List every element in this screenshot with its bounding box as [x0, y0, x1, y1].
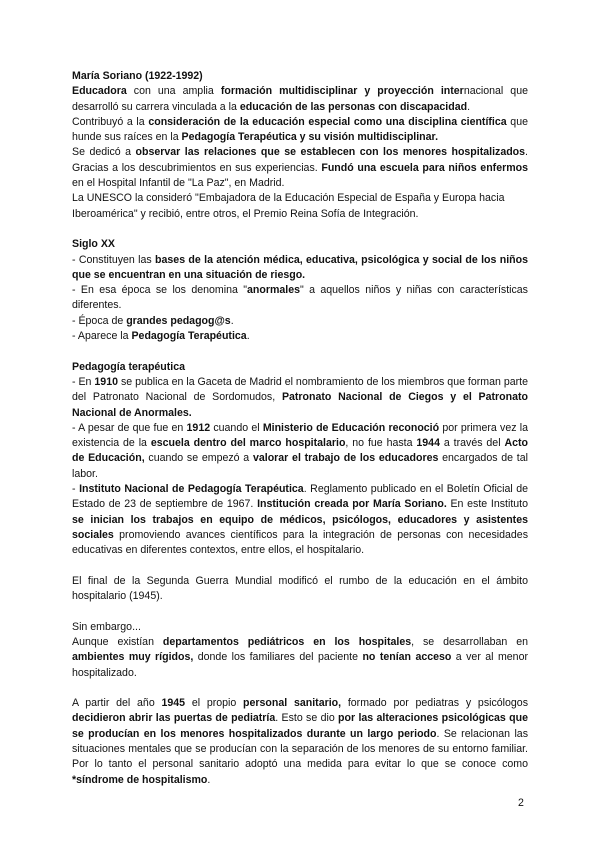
list-item-pedagogos: - Época de grandes pedagog@s.	[72, 314, 234, 327]
paragraph-educadora: Educadora con una amplia formación multidisciplinar y proyección internacional que desarrolló su carrera vinculada a la educación de las personas con discapacidad.	[72, 85, 528, 113]
paragraph-unesco: La UNESCO la consideró "Embajadora de la Educación Especial de España y Europa hacia Iberoamérica" y recibió, entre otros, el Premio Reina Sofía de Integración.	[72, 192, 505, 220]
section-title-pedagogia-terapeutica: Pedagogía terapéutica	[72, 360, 186, 373]
list-item-pedagogia: - Aparece la Pedagogía Terapéutica.	[72, 330, 250, 343]
section-title-siglo-xx: Siglo XX	[72, 238, 115, 251]
list-item-anormales: - En esa época se los denomina "anormales" a aquellos niños y niñas con características diferentes.	[72, 284, 528, 312]
page-number: 2	[518, 797, 524, 809]
paragraph-contribuyo: Contribuyó a la consideración de la educación especial como una disciplina científica que hunde sus raíces en la Pedagogía Terapéutica y su visión multidisciplinar.	[72, 115, 528, 144]
paragraph-aunque: Aunque existían departamentos pediátricos en los hospitales, se desarrollaban en ambientes muy rígidos, donde los familiares del paciente no tenían acceso a ver al menor hospitalizado.	[72, 635, 528, 679]
list-item-1912: - A pesar de que fue en 1912 cuando el Ministerio de Educación reconoció por primera vez la existencia de la escuela dentro del marco hospitalario, no fue hasta 1944 a través del Acto de Educación, cuando se empezó a valorar el trabajo de los educadores encargados de tal labor.	[72, 421, 529, 480]
paragraph-sin-embargo: Sin embargo...	[72, 620, 141, 633]
list-item-constituyen: - Constituyen las bases de la atención médica, educativa, psicológica y social de los niños que se encuentran en una situación de riesgo.	[72, 253, 529, 281]
document-page	[72, 69, 528, 788]
paragraph-segunda-guerra: El final de la Segunda Guerra Mundial modificó el rumbo de la educación en el ámbito hospitalario (1945).	[72, 574, 528, 603]
list-item-instituto: - Instituto Nacional de Pedagogía Terapéutica. Reglamento publicado en el Boletín Oficial de Estado de 23 de septiembre de 1967. Institución creada por María Soriano. En este Instituto se inician los trabajos en equipo de médicos, psicólogos, educadores y asistentes sociales promoviendo avances científicos para la integración de personas con necesidades educativas en diferentes contextos, entre ellos, el hospitalario.	[72, 483, 528, 557]
paragraph-se-dedico: Se dedicó a observar las relaciones que se establecen con los menores hospitalizados. Gracias a los descubrimientos en sus experiencias. Fundó una escuela para niños enfermos en el Hospital Infantil de "La Paz", en Madrid.	[72, 146, 528, 190]
section-title-maria-soriano: María Soriano (1922-1992)	[72, 70, 203, 82]
paragraph-1945: A partir del año 1945 el propio personal sanitario, formado por pediatras y psicólogos decidieron abrir las puertas de pediatría. Esto se dio por las alteraciones psicológicas que se producían en los menores hospitalizados durante un largo periodo. Se relacionan las situaciones mentales que se producían con la separación de los menores de su entorno familiar. Por lo tanto el personal sanitario adoptó una medida para evitar lo que se conoce como *síndrome de hospitalismo.	[72, 697, 528, 786]
list-item-1910: - En 1910 se publica en la Gaceta de Madrid el nombramiento de los miembros que forman parte del Patronato Nacional de Sordomudos, Patronato Nacional de Ciegos y el Patronato Nacional de Anormales.	[72, 375, 529, 419]
